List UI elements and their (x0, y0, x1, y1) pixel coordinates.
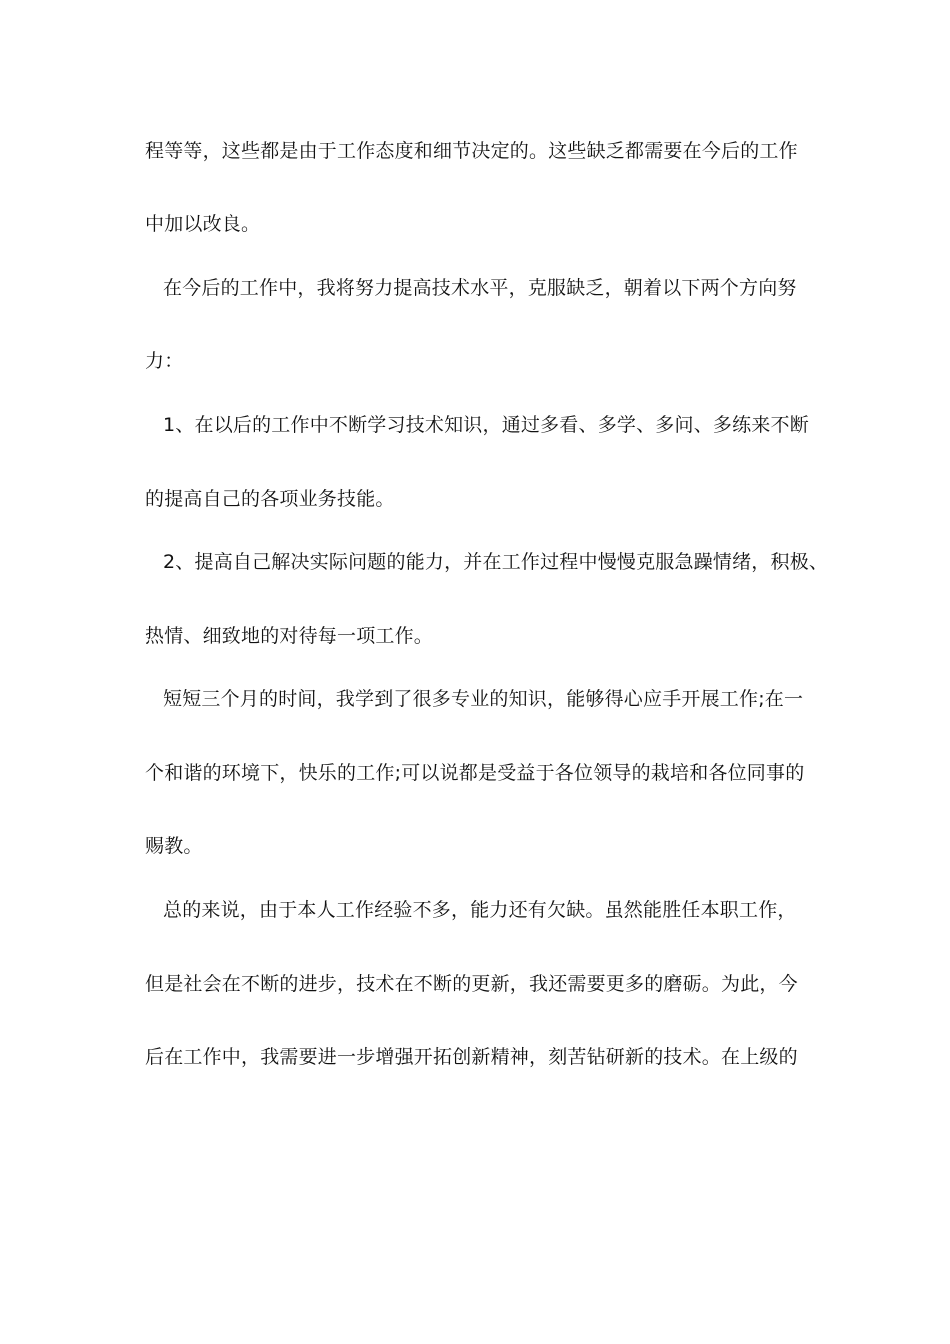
text-line: 个和谐的环境下，快乐的工作;可以说都是受益于各位领导的栽培和各位同事的 (145, 762, 805, 784)
text-line: 后在工作中，我需要进一步增强开拓创新精神，刻苦钻研新的技术。在上级的 (145, 1046, 798, 1068)
paragraph-start-line: 短短三个月的时间，我学到了很多专业的知识，能够得心应手开展工作;在一 (163, 688, 804, 710)
paragraph-start-line: 总的来说，由于本人工作经验不多，能力还有欠缺。虽然能胜任本职工作， (163, 899, 797, 921)
text-line: 热情、细致地的对待每一项工作。 (145, 625, 434, 647)
text-line: 中加以改良。 (145, 213, 261, 235)
text-line: 赐教。 (145, 835, 203, 857)
text-line: 程等等，这些都是由于工作态度和细节决定的。这些缺乏都需要在今后的工作 (145, 140, 798, 162)
text-line: 力： (145, 350, 184, 372)
list-item-2: 2、提高自己解决实际问题的能力，并在工作过程中慢慢克服急躁情绪，积极、 (163, 551, 829, 573)
text-line: 的提高自己的各项业务技能。 (145, 488, 395, 510)
text-line: 但是社会在不断的进步，技术在不断的更新，我还需要更多的磨砺。为此，今 (145, 973, 798, 995)
list-item-1: 1、在以后的工作中不断学习技术知识，通过多看、多学、多问、多练来不断 (163, 414, 809, 436)
paragraph-start-line: 在今后的工作中，我将努力提高技术水平，克服缺乏，朝着以下两个方向努 (163, 277, 797, 299)
